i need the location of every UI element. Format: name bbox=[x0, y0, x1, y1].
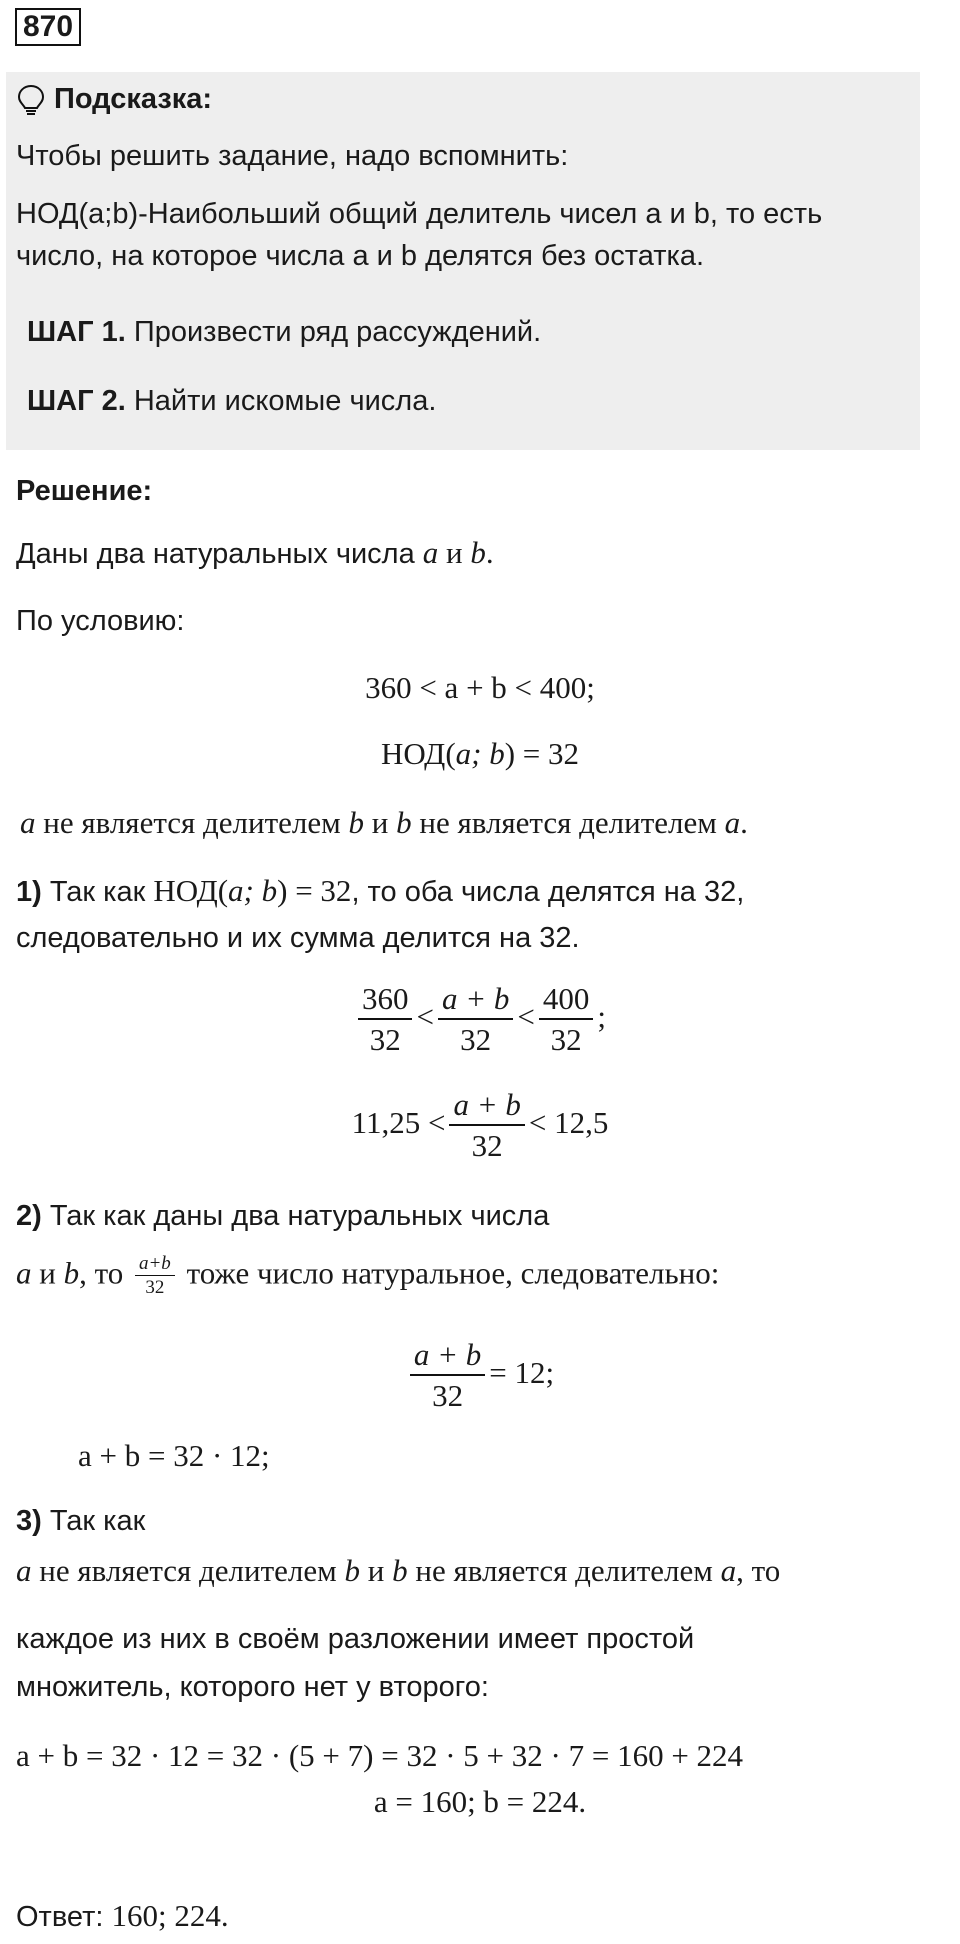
fraction-sum: $\frac{a + b}{32}$ bbox=[449, 1086, 524, 1166]
and-word: и bbox=[360, 1553, 393, 1588]
eq-right: = 12; bbox=[489, 1355, 555, 1391]
var-b: b bbox=[392, 1553, 408, 1588]
hint-title-row bbox=[16, 80, 212, 118]
gcd-args: a; b bbox=[228, 873, 278, 908]
var-a: a bbox=[422, 535, 439, 570]
step-3-text: Так как bbox=[41, 1505, 146, 1537]
equation-result: a = 160; b = 224. bbox=[373, 1784, 587, 1819]
equation-expansion: a + b = 32 · 12 = 32 · (5 + 7) = 32 · 5 + 32 · 7 = 160 + 224 bbox=[16, 1738, 744, 1773]
hint-title: Подсказка: bbox=[54, 83, 213, 115]
fraction-400: $\frac{400}{32}$ bbox=[539, 980, 594, 1060]
var-a: a bbox=[20, 805, 36, 840]
step-3-number: 3) bbox=[16, 1505, 42, 1537]
gcd-post: ) = 32 bbox=[277, 873, 352, 908]
less-than: < bbox=[416, 999, 434, 1035]
var-b: b bbox=[344, 1553, 361, 1588]
step-1-label: ШАГ 1. bbox=[27, 316, 126, 348]
step-1-line-2: следовательно и их сумма делится на 32. bbox=[16, 922, 580, 954]
ineq2-right: < 12,5 bbox=[528, 1105, 609, 1141]
cond3-text-2: не является делителем bbox=[411, 805, 725, 840]
given-text: Даны два натуральных числа bbox=[16, 538, 423, 570]
small-fraction: $\frac{a+b}{32}$ bbox=[135, 1253, 175, 1300]
step-1-text: Произвести ряд рассуждений. bbox=[133, 316, 542, 348]
condition-label: По условию: bbox=[16, 605, 185, 637]
hint-step-1 bbox=[27, 316, 541, 349]
var-a: a bbox=[16, 1255, 32, 1291]
task-number: 870 bbox=[15, 8, 81, 46]
step-3-line-3: каждое из них в своём разложении имеет простой bbox=[16, 1623, 695, 1655]
hint-line-2: НОД(a;b)-Наибольший общий делитель чисел a и b, то есть bbox=[16, 198, 823, 230]
var-a: a bbox=[16, 1553, 32, 1588]
given-line bbox=[16, 535, 494, 571]
var-a: a bbox=[724, 805, 741, 840]
step-2-rest: тоже число натуральное, следовательно: bbox=[178, 1255, 720, 1291]
dot: . bbox=[485, 535, 494, 570]
step-1-line-1 bbox=[16, 873, 744, 909]
var-b: b bbox=[470, 535, 486, 570]
answer-label: Ответ: bbox=[16, 1901, 112, 1933]
step-2-line-2 bbox=[16, 1253, 719, 1300]
step-2-text: Найти искомые числа. bbox=[133, 385, 437, 417]
lightbulb-icon bbox=[16, 84, 46, 116]
fraction-360: $\frac{360}{32}$ bbox=[358, 980, 413, 1060]
step-2-number: 2) bbox=[16, 1200, 42, 1232]
gcd-post: ) = 32 bbox=[504, 736, 580, 771]
gcd-pre: НОД( bbox=[153, 873, 229, 908]
fraction-sum: $\frac{a + b}{32}$ bbox=[410, 1336, 485, 1416]
var-a: a bbox=[720, 1553, 737, 1588]
less-than: < bbox=[517, 999, 535, 1035]
inequality-2 bbox=[0, 1086, 960, 1166]
answer-value: 160; 224. bbox=[111, 1898, 229, 1933]
ineq2-left: 11,25 < bbox=[351, 1105, 446, 1141]
answer-line bbox=[16, 1898, 229, 1934]
step-1-text-b: , то оба числа делятся на 32, bbox=[351, 876, 745, 908]
step-2-line-1 bbox=[16, 1200, 549, 1233]
cond3-text-1: не является делителем bbox=[35, 805, 349, 840]
step3-end: , то bbox=[736, 1553, 781, 1588]
inequality-1 bbox=[0, 980, 960, 1060]
var-b: b bbox=[63, 1255, 80, 1291]
equation-sum: a + b = 32 · 12; bbox=[78, 1438, 270, 1473]
var-b: b bbox=[396, 805, 412, 840]
step3-text-2: не является делителем bbox=[407, 1553, 721, 1588]
step-3-line-2 bbox=[16, 1553, 780, 1589]
then-word: , то bbox=[79, 1255, 131, 1291]
gcd-pre: НОД( bbox=[380, 736, 456, 771]
condition-2 bbox=[0, 736, 960, 772]
step-1-number: 1) bbox=[16, 876, 42, 908]
step-2-text: Так как даны два натуральных числа bbox=[41, 1200, 550, 1232]
condition-1: 360 < a + b < 400; bbox=[365, 670, 595, 705]
equation-fraction bbox=[0, 1336, 960, 1416]
and-word: и bbox=[364, 805, 397, 840]
semicolon: ; bbox=[597, 999, 606, 1035]
fraction-sum: $\frac{a + b}{32}$ bbox=[438, 980, 513, 1060]
step-3-line-4: множитель, которого нет у второго: bbox=[16, 1671, 489, 1703]
var-b: b bbox=[348, 805, 365, 840]
dot: . bbox=[740, 805, 748, 840]
hint-line-3: число, на которое числа a и b делятся без остатка. bbox=[16, 240, 704, 272]
step-2-label: ШАГ 2. bbox=[27, 385, 126, 417]
condition-3 bbox=[20, 805, 748, 841]
step-1-text-a: Так как bbox=[41, 876, 154, 908]
step3-text-1: не является делителем bbox=[31, 1553, 345, 1588]
solution-title: Решение: bbox=[16, 475, 153, 507]
gcd-args: a; b bbox=[455, 736, 505, 771]
step-3-line-1 bbox=[16, 1505, 145, 1538]
and-word: и bbox=[31, 1255, 64, 1291]
hint-line-1: Чтобы решить задание, надо вспомнить: bbox=[16, 140, 569, 172]
hint-step-2 bbox=[27, 385, 436, 418]
and-word: и bbox=[438, 535, 471, 570]
